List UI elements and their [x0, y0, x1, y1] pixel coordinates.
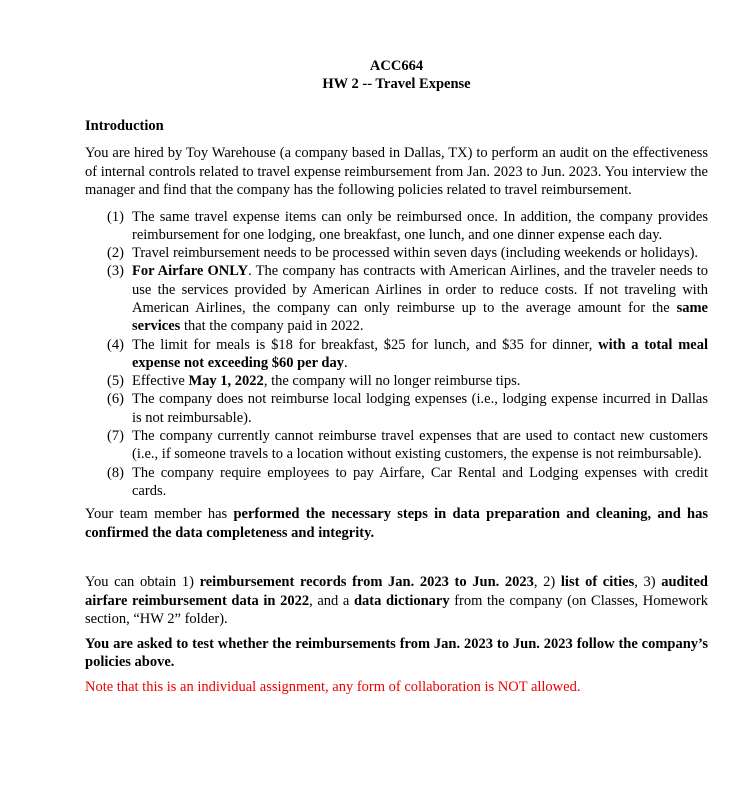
text-run: , 3)	[634, 574, 662, 591]
bold-text-run: data dictionary	[353, 592, 450, 609]
bold-text-run: same services	[132, 299, 708, 335]
team-paragraph	[85, 505, 708, 542]
policy-text	[132, 465, 708, 499]
policy-item	[107, 464, 708, 501]
policy-number: (5)	[107, 373, 124, 390]
bold-text-run: performed the necessary steps in data preparation and cleaning, and has confirmed the data completeness and integrity.	[85, 506, 708, 541]
data-sources-paragraph	[85, 573, 708, 629]
introduction-paragraph: You are hired by Toy Warehouse (a company based in Dallas, TX) to perform an audit on the effectiveness of internal controls related to travel expense reimbursement from Jan. 2023 to Jun. 2023. You interview the manager and find that the company has the following policies related to travel reimbursement.	[85, 145, 708, 198]
bold-text-run: For Airfare ONLY	[132, 263, 249, 280]
policy-list	[85, 208, 708, 501]
text-run: , the company will no longer reimburse tips.	[263, 373, 521, 390]
policy-text	[132, 391, 708, 425]
text-run: , 2)	[533, 574, 561, 591]
policy-item	[107, 336, 709, 373]
text-run: The limit for meals is $18 for breakfast, $25 for lunch, and $35 for dinner,	[132, 336, 599, 353]
text-run: Travel reimbursement needs to be processed within seven days (including weekends or holidays).	[132, 245, 699, 262]
text-run: that the company paid in 2022.	[180, 318, 364, 335]
bold-text-run: audited airfare reimbursement data in 2022	[85, 574, 708, 609]
policy-item	[107, 372, 708, 390]
text-run: , and a	[309, 592, 354, 609]
policy-text	[132, 373, 520, 389]
policy-item	[107, 244, 708, 262]
text-run: The same travel expense items can only be reimbursed once. In addition, the company provides reimbursement for one lodging, one breakfast, one lunch, and one dinner expense each day.	[132, 208, 708, 243]
policy-number: (2)	[107, 245, 124, 262]
task-text: You are asked to test whether the reimbursements from Jan. 2023 to Jun. 2023 follow the company’s policies above.	[85, 635, 708, 671]
text-run: The company currently cannot reimburse travel expenses that are used to contact new customers (i.e., if someone travels to a location without existing customers, the expense is not reimbursable).	[132, 428, 708, 463]
collaboration-note: Note that this is an individual assignment, any form of collaboration is NOT allowed.	[85, 678, 581, 695]
policy-text	[132, 263, 708, 334]
policy-item	[107, 208, 708, 245]
text-run: Your team member has	[85, 506, 234, 523]
policy-number: (7)	[107, 428, 124, 445]
policy-number: (6)	[107, 391, 124, 408]
policy-text	[132, 245, 698, 261]
policy-text	[132, 337, 708, 371]
text-run: Effective	[132, 373, 189, 390]
policy-number: (3)	[107, 263, 124, 280]
course-title: ACC664	[369, 58, 424, 74]
introduction-heading: Introduction	[85, 118, 164, 134]
policy-text	[132, 428, 708, 462]
task-paragraph	[85, 635, 708, 672]
policy-item	[107, 262, 708, 335]
bold-text-run: reimbursement records from Jan. 2023 to Jun. 2023	[199, 574, 534, 591]
text-run: from the company (on Classes, Homework section, “HW 2” folder).	[85, 592, 709, 628]
text-run: The company require employees to pay Airfare, Car Rental and Lodging expenses with credit cards.	[132, 464, 708, 499]
policy-item	[107, 390, 708, 427]
policy-item	[107, 427, 708, 464]
text-run: You can obtain 1)	[85, 574, 200, 591]
text-run: . The company has contracts with American Airlines, and the traveler needs to use the services provided by American Airlines in order to reduce costs. If not traveling with American Airlines, the company can only reimburse up to the average amount for the	[132, 263, 708, 316]
text-run: .	[344, 354, 348, 371]
policy-number: (4)	[107, 336, 124, 353]
policy-number: (8)	[107, 464, 124, 481]
policy-text	[132, 209, 708, 243]
document-page	[85, 57, 708, 696]
policy-number: (1)	[107, 208, 124, 225]
assignment-title: HW 2 -- Travel Expense	[322, 76, 471, 92]
bold-text-run: list of cities	[560, 574, 635, 591]
bold-text-run: May 1, 2022	[188, 373, 264, 390]
text-run: The company does not reimburse local lodging expenses (i.e., lodging expense incurred in Dallas is not reimbursable).	[132, 391, 708, 426]
bold-text-run: with a total meal expense not exceeding $60 per day	[132, 336, 709, 371]
